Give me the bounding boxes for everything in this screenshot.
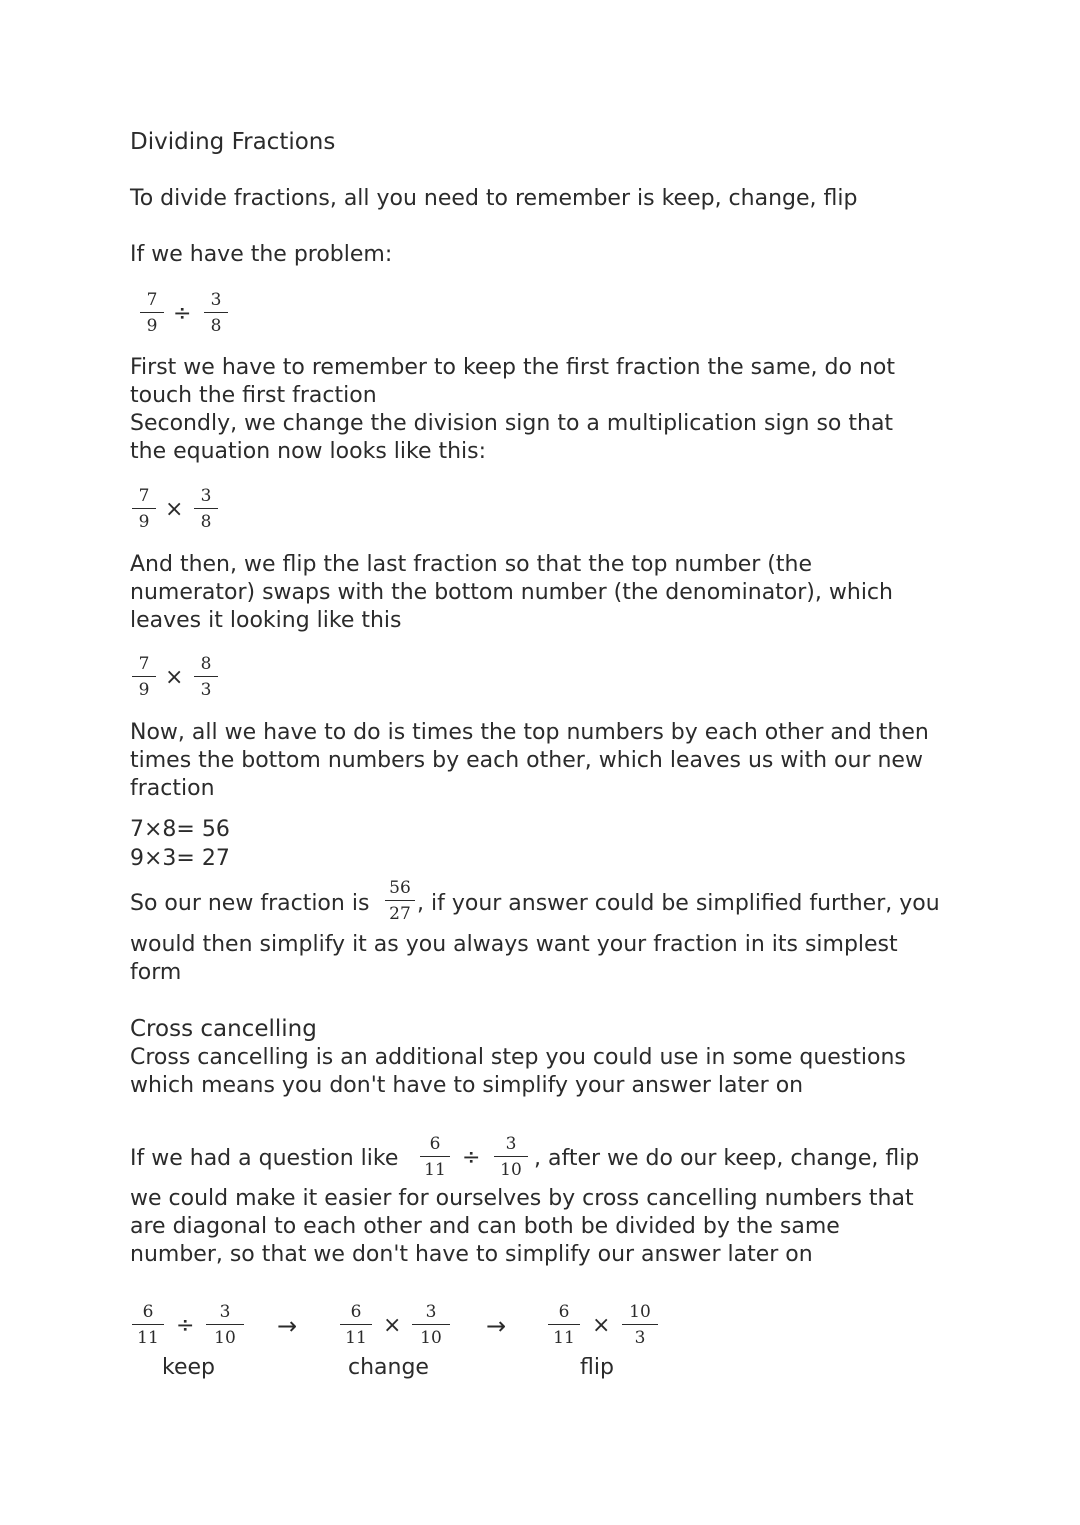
arrow-icon: → xyxy=(486,1312,507,1340)
flip-a-num: 6 xyxy=(558,1302,570,1322)
ex3-b-num: 8 xyxy=(200,654,212,674)
ex1-a-num: 7 xyxy=(146,290,158,310)
ex1-fraction-a xyxy=(140,290,164,336)
change-label: change xyxy=(348,1355,429,1380)
result-line2: would then simplify it as you always want your fraction in its simplest xyxy=(130,932,898,957)
flip-a-den: 11 xyxy=(553,1328,575,1348)
change-b-den: 10 xyxy=(420,1328,442,1348)
result-line3: form xyxy=(130,960,182,985)
page-title: Dividing Fractions xyxy=(130,129,336,155)
calc-top: 7×8= 56 xyxy=(130,817,230,842)
q-fraction-a xyxy=(420,1134,450,1180)
keep-operator: ÷ xyxy=(176,1313,195,1338)
ex3-a-num: 7 xyxy=(138,654,150,674)
change-fraction-a xyxy=(340,1302,372,1348)
q-operator: ÷ xyxy=(462,1145,481,1170)
result-fraction xyxy=(385,878,415,924)
para1-line3: Secondly, we change the division sign to a multiplication sign so that xyxy=(130,411,894,436)
ex2-a-num: 7 xyxy=(138,486,150,506)
para2-line2: numerator) swaps with the bottom number (the denominator), which xyxy=(130,580,893,605)
keep-fraction-b xyxy=(206,1302,244,1348)
problem-intro: If we have the problem: xyxy=(130,242,393,267)
keep-b-num: 3 xyxy=(219,1302,231,1322)
intro-text: To divide fractions, all you need to remember is keep, change, flip xyxy=(130,186,858,211)
para3-line1: Now, all we have to do is times the top numbers by each other and then xyxy=(130,720,929,745)
change-operator: × xyxy=(383,1313,402,1338)
flip-b-num: 10 xyxy=(629,1302,651,1322)
para3-line2: times the bottom numbers by each other, which leaves us with our new xyxy=(130,748,923,773)
ex3-b-den: 3 xyxy=(200,680,212,700)
change-b-num: 3 xyxy=(425,1302,437,1322)
flip-label: flip xyxy=(580,1355,614,1380)
keep-label: keep xyxy=(162,1355,215,1380)
result-num: 56 xyxy=(389,878,411,898)
para3-line3: fraction xyxy=(130,776,215,801)
flip-operator: × xyxy=(592,1313,611,1338)
q-line3: are diagonal to each other and can both be divided by the same xyxy=(130,1214,840,1239)
ex3-operator: × xyxy=(165,665,184,690)
q-a-num: 6 xyxy=(429,1134,441,1154)
ex1-b-num: 3 xyxy=(210,290,222,310)
flip-fraction-b xyxy=(622,1302,658,1348)
ex3-fraction-a xyxy=(132,654,156,700)
q-b-num: 3 xyxy=(505,1134,517,1154)
ex2-fraction-a xyxy=(132,486,156,532)
ex3-a-den: 9 xyxy=(138,680,150,700)
flip-b-den: 3 xyxy=(634,1328,646,1348)
cc-line2: which means you don't have to simplify your answer later on xyxy=(130,1073,804,1098)
keep-a-den: 11 xyxy=(137,1328,159,1348)
change-a-num: 6 xyxy=(350,1302,362,1322)
keep-a-num: 6 xyxy=(142,1302,154,1322)
ex2-b-num: 3 xyxy=(200,486,212,506)
calc-bottom: 9×3= 27 xyxy=(130,846,230,871)
ex2-fraction-b xyxy=(194,486,218,532)
q-a-den: 11 xyxy=(424,1160,446,1180)
result-prefix: So our new fraction is xyxy=(130,891,370,916)
ex1-operator: ÷ xyxy=(173,301,192,326)
para1-line4: the equation now looks like this: xyxy=(130,439,487,464)
cc-heading: Cross cancelling xyxy=(130,1016,317,1042)
q-prefix: If we had a question like xyxy=(130,1146,399,1171)
ex2-operator: × xyxy=(165,497,184,522)
para2-line1: And then, we flip the last fraction so that the top number (the xyxy=(130,552,812,577)
change-a-den: 11 xyxy=(345,1328,367,1348)
q-b-den: 10 xyxy=(500,1160,522,1180)
keep-b-den: 10 xyxy=(214,1328,236,1348)
para1-line1: First we have to remember to keep the first fraction the same, do not xyxy=(130,355,895,380)
ex2-b-den: 8 xyxy=(200,512,212,532)
keep-fraction-a xyxy=(132,1302,164,1348)
result-den: 27 xyxy=(389,904,411,924)
cc-line1: Cross cancelling is an additional step you could use in some questions xyxy=(130,1045,906,1070)
arrow-icon: → xyxy=(277,1312,298,1340)
para1-line2: touch the first fraction xyxy=(130,383,377,408)
ex1-a-den: 9 xyxy=(146,316,158,336)
result-suffix: , if your answer could be simplified further, you xyxy=(417,891,940,916)
q-line2: we could make it easier for ourselves by cross cancelling numbers that xyxy=(130,1186,914,1211)
q-fraction-b xyxy=(494,1134,528,1180)
para2-line3: leaves it looking like this xyxy=(130,608,402,633)
ex1-b-den: 8 xyxy=(210,316,222,336)
q-suffix: , after we do our keep, change, flip xyxy=(534,1146,920,1171)
flip-fraction-a xyxy=(548,1302,580,1348)
ex2-a-den: 9 xyxy=(138,512,150,532)
ex1-fraction-b xyxy=(204,290,228,336)
q-line4: number, so that we don't have to simplify our answer later on xyxy=(130,1242,813,1267)
ex3-fraction-b xyxy=(194,654,218,700)
change-fraction-b xyxy=(412,1302,450,1348)
